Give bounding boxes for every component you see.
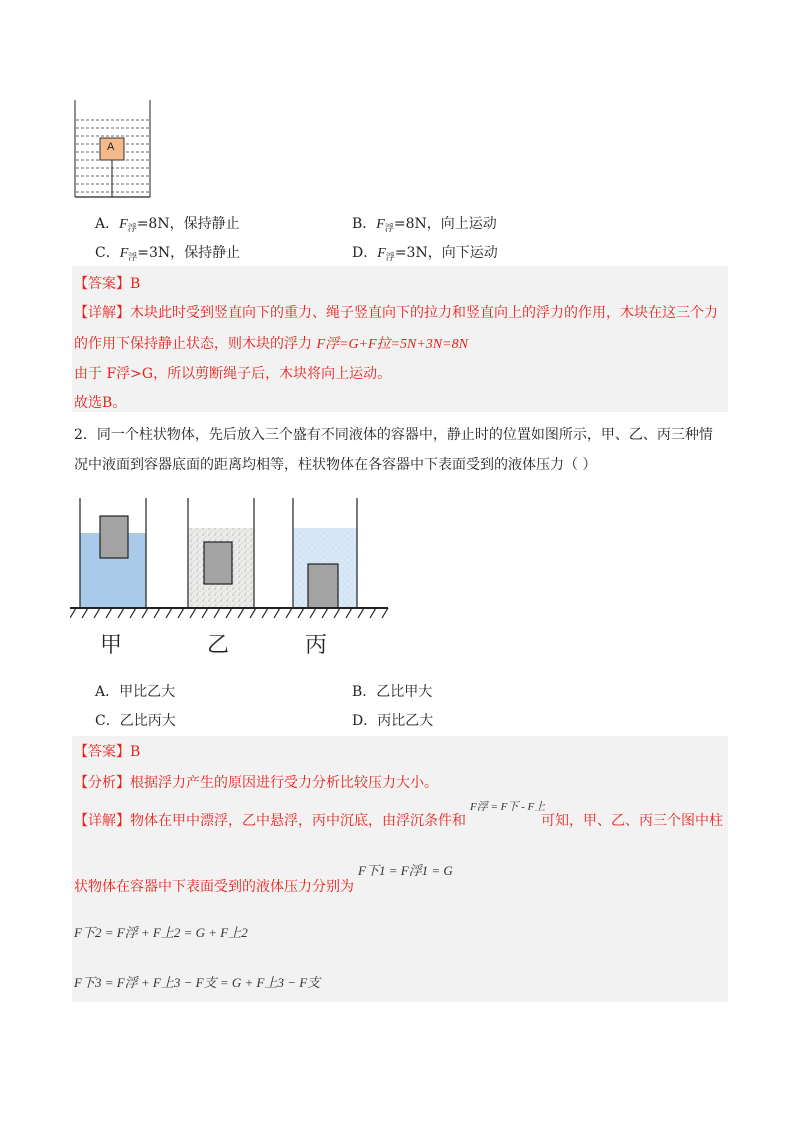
q1-detail-line-4: 故选B。 bbox=[74, 395, 127, 411]
container-label-yi: 乙 bbox=[207, 633, 230, 658]
q2-number: 2． bbox=[74, 427, 97, 443]
answer-tag: 【答案】 bbox=[74, 276, 130, 292]
q2-answer-line: 【答案】B bbox=[74, 744, 141, 760]
block-a-label: A bbox=[107, 141, 115, 153]
q2-formula-1: F下1 = F浮1 = G bbox=[358, 863, 453, 878]
beaker-figure bbox=[70, 100, 160, 198]
q2-detail-line-1-end: 可知，甲、乙、丙三个图中柱 bbox=[541, 813, 723, 829]
q1-detail-line-1: 【详解】木块此时受到竖直向下的重力、绳子竖直向下的拉力和竖直向上的浮力的作用，木块在这三个力 bbox=[74, 305, 718, 321]
q2-option-b[interactable]: B．乙比甲大 bbox=[352, 684, 433, 700]
q2-formula-2: F下2 = F浮 + F上2 = G + F上2 bbox=[74, 925, 248, 940]
q2-detail-line-1: 【详解】物体在甲中漂浮，乙中悬浮，丙中沉底，由浮沉条件和 bbox=[74, 813, 466, 829]
container-label-jia: 甲 bbox=[100, 633, 123, 658]
q1-detail-line-2: 的作用下保持静止状态，则木块的浮力 F浮=G+F拉=5N+3N=8N bbox=[74, 336, 468, 352]
q2-formula-buoyancy: F浮 = F下 - F上 bbox=[470, 801, 546, 813]
q2-analysis-line: 【分析】根据浮力产生的原因进行受力分析比较压力大小。 bbox=[74, 775, 438, 791]
q2-detail-line-2: 状物体在容器中下表面受到的液体压力分别为 bbox=[74, 879, 354, 895]
q1-detail-line-3: 由于 F浮>G，所以剪断绳子后，木块将向上运动。 bbox=[74, 366, 392, 382]
q1-option-c[interactable]: C．$F_浮=3N$，保持静止 bbox=[95, 245, 241, 263]
q2-stem-line-2: 况中液面到容器底面的距离均相等，柱状物体在各容器中下表面受到的液体压力（ ） bbox=[74, 457, 597, 473]
container-label-bing: 丙 bbox=[305, 633, 328, 658]
q2-option-a[interactable]: A．甲比乙大 bbox=[95, 684, 176, 700]
q1-option-a[interactable]: A．$F_浮=8N$，保持静止 bbox=[95, 216, 240, 234]
q2-formula-3: F下3 = F浮 + F上3 − F支 = G + F上3 − F支 bbox=[74, 975, 321, 990]
q1-answer-line bbox=[74, 273, 140, 293]
answer-value: B bbox=[130, 276, 141, 292]
q1-option-d[interactable]: D．$F_浮=3N$，向下运动 bbox=[352, 245, 498, 263]
q2-option-d[interactable]: D．丙比乙大 bbox=[352, 713, 434, 729]
containers-figure bbox=[70, 498, 392, 620]
q1-option-b[interactable]: B．$F_浮=8N$，向上运动 bbox=[352, 216, 497, 234]
q2-stem-line-1: 2．同一个柱状物体，先后放入三个盛有不同液体的容器中，静止时的位置如图所示，甲、乙、丙三种情 bbox=[74, 427, 713, 443]
q2-option-c[interactable]: C．乙比丙大 bbox=[95, 713, 176, 729]
